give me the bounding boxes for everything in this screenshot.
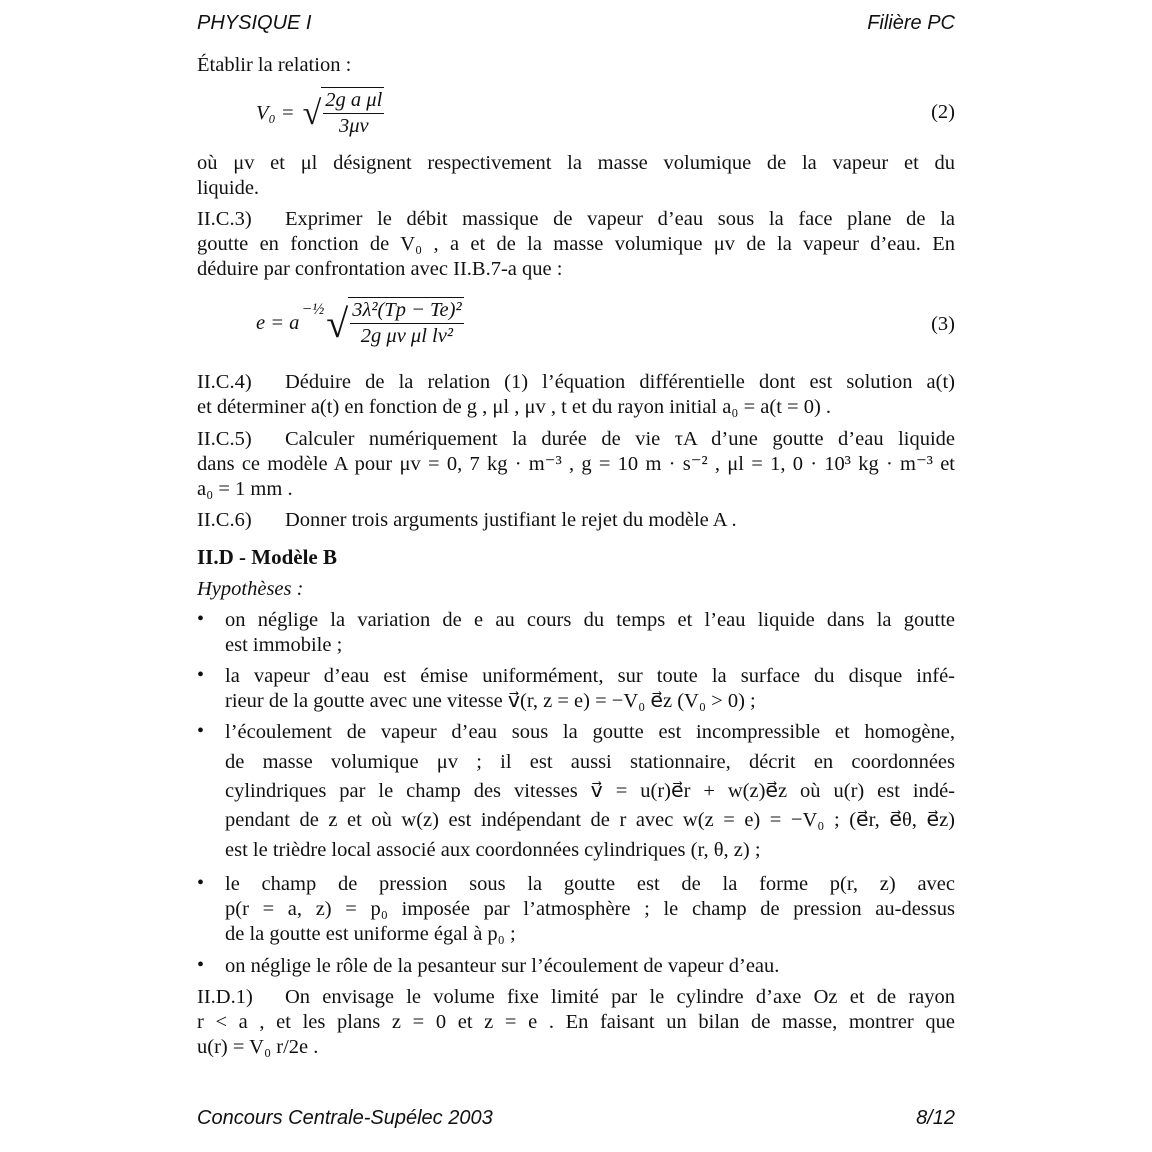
eq3-denominator: 2g μv μl lv² [360, 325, 453, 347]
b2-line-1: la vapeur d’eau est émise uniformément, sur toute la surface du disque infé- [225, 665, 955, 687]
q4-line-2: et déterminer a(t) en fonction de g , μl , μv , t et du rayon initial a₀ = a(t = 0) . [197, 396, 832, 418]
q3-line-1 [197, 207, 955, 232]
qd1-line-2: r < a , et les plans z = 0 et z = e . En faisant un bilan de masse, montrer que [197, 1011, 955, 1033]
b1-line-1: on néglige la variation de e au cours du temps et l’eau liquide dans la goutte [225, 609, 955, 631]
eq2-number: (2) [931, 101, 955, 123]
section-title: II.D - Modèle B [197, 545, 337, 569]
q5-line-3: a₀ = 1 mm . [197, 478, 293, 500]
eq3-exponent: −½ [301, 300, 325, 318]
qd1-line-3: u(r) = V₀ r/2e . [197, 1036, 319, 1058]
footer-right: 8/12 [916, 1107, 955, 1129]
q5-line-2: dans ce modèle A pour μv = 0, 7 kg · m⁻³ , g = 10 m · s⁻² , μl = 1, 0 · 10³ kg · m⁻³ et [197, 453, 955, 475]
bullet-icon: • [197, 664, 205, 686]
b4-line-2: p(r = a, z) = p₀ imposée par l’atmosphère ; le champ de pression au-dessus [225, 898, 955, 920]
q5-line-1 [197, 427, 955, 452]
b3-line-4: pendant de z et où w(z) est indépendant de r avec w(z = e) = −V₀ ; (e⃗r, e⃗θ, e⃗z) [225, 809, 955, 831]
q3-label: II.C.3) [197, 208, 252, 230]
eq2-lhs: V₀ = [256, 101, 295, 124]
eq2-denominator: 3μv [338, 115, 369, 137]
bullet-icon: • [197, 720, 205, 742]
bullet-icon: • [197, 872, 205, 894]
bullet-icon: • [197, 954, 205, 976]
b2-line-2: rieur de la goutte avec une vitesse v⃗(r, z = e) = −V₀ e⃗z (V₀ > 0) ; [225, 690, 756, 712]
q5-text-1: Calculer numériquement la durée de vie τA d’une goutte d’eau liquide [285, 428, 955, 450]
qd1-line-1 [197, 985, 955, 1010]
b3-line-2: de masse volumique μv ; il est aussi stationnaire, décrit en coordonnées [225, 751, 955, 773]
equation-3 [256, 290, 464, 356]
q5-label: II.C.5) [197, 428, 252, 450]
hypotheses-heading: Hypothèses : [197, 578, 304, 600]
q3-line-2: goutte en fonction de V₀ , a et de la masse volumique μv de la vapeur d’eau. En [197, 233, 955, 255]
b4-line-1: le champ de pression sous la goutte est de la forme p(r, z) avec [225, 873, 955, 895]
header-left: PHYSIQUE I [197, 12, 312, 34]
q6-label: II.C.6) [197, 509, 252, 531]
where-line-2: liquide. [197, 177, 260, 199]
qd1-label: II.D.1) [197, 986, 253, 1008]
q3-text-1: Exprimer le débit massique de vapeur d’eau sous la face plane de la [285, 208, 955, 230]
b1-line-2: est immobile ; [225, 634, 343, 656]
footer-left: Concours Centrale-Supélec 2003 [197, 1107, 493, 1129]
sqrt-sign-icon: √ [302, 94, 322, 132]
sqrt-sign-icon: √ [326, 300, 349, 346]
b5-line-1: on néglige le rôle de la pesanteur sur l’écoulement de vapeur d’eau. [225, 955, 780, 977]
b3-line-3: cylindriques par le champ des vitesses v⃗ = u(r)e⃗r + w(z)e⃗z où u(r) est indé- [225, 780, 955, 802]
header-right: Filière PC [867, 12, 955, 34]
eq2-numerator: 2g a μl [323, 88, 384, 114]
where-line-1: où μv et μl désignent respectivement la masse volumique de la vapeur et du [197, 152, 955, 174]
eq3-lhs: e = a [256, 311, 300, 334]
q6-line [197, 508, 955, 533]
q3-line-3: déduire par confrontation avec II.B.7-a que : [197, 258, 563, 280]
eq3-number: (3) [931, 313, 955, 335]
b4-line-3: de la goutte est uniforme égal à p₀ ; [225, 923, 516, 945]
b3-line-5: est le trièdre local associé aux coordonnées cylindriques (r, θ, z) ; [225, 839, 761, 861]
b3-line-1: l’écoulement de vapeur d’eau sous la goutte est incompressible et homogène, [225, 721, 955, 743]
eq3-numerator: 3λ²(Tp − Te)² [350, 298, 463, 324]
bullet-icon: • [197, 608, 205, 630]
q4-text-1: Déduire de la relation (1) l’équation différentielle dont est solution a(t) [285, 371, 955, 393]
q4-line-1 [197, 370, 955, 395]
equation-2 [256, 86, 384, 140]
qd1-text-1: On envisage le volume fixe limité par le cylindre d’axe Oz et de rayon [285, 986, 955, 1008]
q4-label: II.C.4) [197, 371, 252, 393]
q6-text: Donner trois arguments justifiant le rejet du modèle A . [285, 509, 737, 531]
intro-text: Établir la relation : [197, 54, 352, 76]
